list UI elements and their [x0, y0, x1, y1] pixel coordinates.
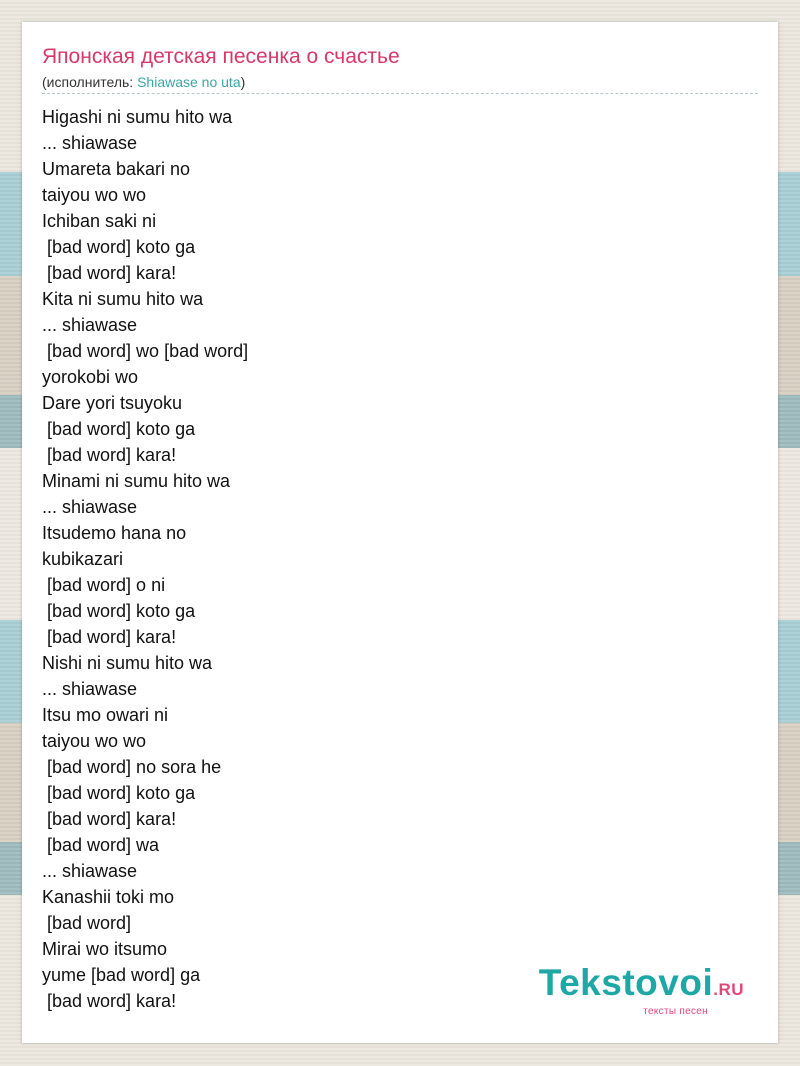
lyric-line: Kanashii toki mo — [42, 887, 175, 907]
lyric-line: [bad word] koto ga — [42, 419, 196, 439]
lyric-line: [bad word] wo [bad word] — [42, 341, 249, 361]
logo-wordmark — [539, 963, 744, 1010]
lyric-line: Ichiban saki ni — [42, 211, 157, 231]
lyric-line: [bad word] kara! — [42, 809, 177, 829]
lyric-line: [bad word] koto ga — [42, 783, 196, 803]
lyric-line: Higashi ni sumu hito wa — [42, 107, 233, 127]
song-title: Японская детская песенка о счастье — [42, 45, 400, 68]
logo-tagline: тексты песен — [643, 1006, 708, 1017]
lyric-line: kubikazari — [42, 549, 124, 569]
lyric-line: [bad word] kara! — [42, 991, 177, 1011]
title-divider — [42, 93, 758, 94]
lyric-line: yume [bad word] ga — [42, 965, 201, 985]
lyric-line: Kita ni sumu hito wa — [42, 289, 204, 309]
lyric-line: ... shiawase — [42, 861, 138, 881]
lyric-line: taiyou wo wo — [42, 185, 147, 205]
lyric-line: [bad word] koto ga — [42, 237, 196, 257]
artist-link[interactable]: Shiawase no uta — [137, 74, 241, 90]
lyrics-text — [42, 104, 248, 1014]
lyric-line: [bad word] kara! — [42, 627, 177, 647]
lyric-line: Minami ni sumu hito wa — [42, 471, 231, 491]
lyric-line: Itsu mo owari ni — [42, 705, 169, 725]
lyric-line: [bad word] o ni — [42, 575, 166, 595]
lyric-line: ... shiawase — [42, 679, 138, 699]
lyric-line: [bad word] — [42, 913, 132, 933]
lyric-line: [bad word] kara! — [42, 263, 177, 283]
site-logo[interactable] — [539, 963, 744, 1017]
lyric-line: Nishi ni sumu hito wa — [42, 653, 213, 673]
lyric-line: Itsudemo hana no — [42, 523, 187, 543]
logo-name: Tekstovoi — [538, 962, 714, 1003]
lyric-line: [bad word] no sora he — [42, 757, 222, 777]
lyric-line: ... shiawase — [42, 133, 138, 153]
artist-suffix: ) — [240, 74, 246, 90]
lyric-line: yorokobi wo — [42, 367, 139, 387]
lyric-line: Umareta bakari no — [42, 159, 191, 179]
lyric-line: [bad word] wa — [42, 835, 160, 855]
lyric-line: [bad word] koto ga — [42, 601, 196, 621]
lyric-line: [bad word] kara! — [42, 445, 177, 465]
lyrics-card — [22, 22, 778, 1043]
artist-prefix: (исполнитель: — [42, 74, 138, 90]
lyric-line: ... shiawase — [42, 315, 138, 335]
lyric-line: taiyou wo wo — [42, 731, 147, 751]
lyric-line: Mirai wo itsumo — [42, 939, 168, 959]
lyric-line: ... shiawase — [42, 497, 138, 517]
lyric-line: Dare yori tsuyoku — [42, 393, 183, 413]
artist-line — [42, 73, 245, 91]
logo-tld: .RU — [713, 980, 744, 999]
